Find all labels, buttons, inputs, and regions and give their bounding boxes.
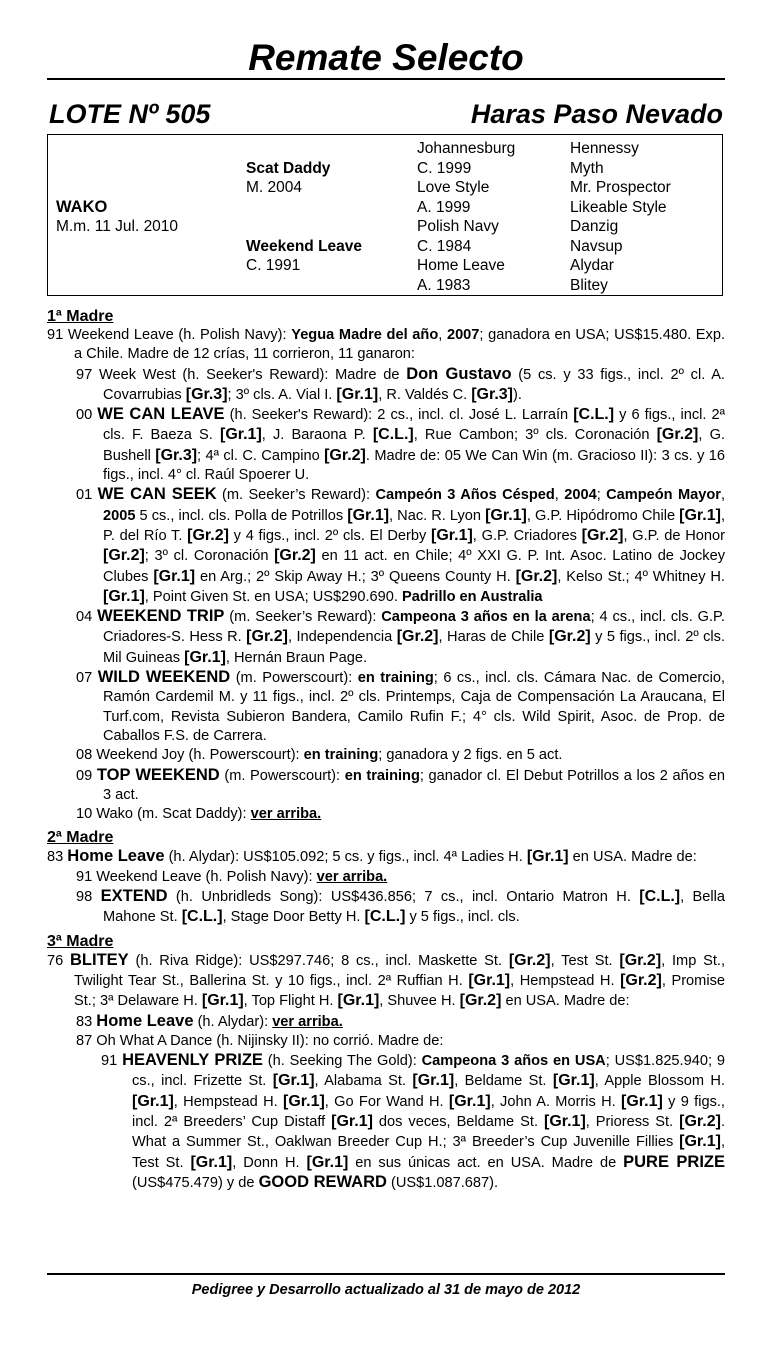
sire-info: M. 2004 xyxy=(246,179,303,196)
produce-entry: 00 WE CAN LEAVE (h. Seeker's Reward): 2 cs., incl. cl. José L. Larraín [C.L.] y 6 figs., incl. 2ª cls. F. Baeza S. [Gr.1], J. Baraona P. [C.L.], Rue Cambon; 3º cls. Coronación [Gr.2], G. Bushell [Gr.3]; 4ª cl. C. Campino [Gr.2]. Madre de: 05 We Can Win (m. Gracioso II): 3 cs. y 16 figs., incl. 4° cl. Raúl Spoerer U. xyxy=(76,405,726,484)
pedigree-table xyxy=(47,134,723,296)
produce-entry: 04 WEEKEND TRIP (m. Seeker’s Reward): Campeona 3 años en la arena; 4 cs., incl. cls. G.P. Criadores-S. Hess R. [Gr.2], Independencia [Gr.2], Haras de Chile [Gr.2] y 5 figs., incl. 2º cls. Mil Guineas [Gr.1], Hernán Braun Page. xyxy=(76,607,726,666)
produce-entry: 98 EXTEND (h. Unbridleds Song): US$436.856; 7 cs., incl. Ontario Matron H. [C.L.], Bella Mahone St. [C.L.], Stage Door Betty H. [C.L.] y 5 figs., incl. cls. xyxy=(76,887,726,926)
ver-arriba-ref: ver arriba. xyxy=(250,806,322,823)
title-rule xyxy=(47,78,725,80)
produce-entry: 97 Week West (h. Seeker's Reward): Madre de Don Gustavo (5 cs. y 33 figs., incl. 2º cl. A. Covarrubias [Gr.3]; 3º cls. A. Vial I. [Gr.1], R. Valdés C. [Gr.3]). xyxy=(76,364,725,403)
produce-entry: 07 WILD WEEKEND (m. Powerscourt): en training; 6 cs., incl. cls. Cámara Nac. de Comercio, Ramón Cardemil M. y 11 figs., incl. 2º cls. Printemps, Caja de Compensación La Araucana, El Turf.com, Revista Subieron Bandera, Camilo Rufin F.; 4° cls. Wild Spirit, Asoc. de Prop. de Caballos F.S. de Carrera. xyxy=(76,668,726,744)
granddam-1: Love Style xyxy=(417,179,490,196)
ver-arriba-ref: ver arriba. xyxy=(272,1013,343,1030)
produce-entry: 08 Weekend Joy (h. Powerscourt): en training; ganadora y 2 figs. en 5 act. xyxy=(76,747,563,764)
grandsire-2-info: C. 1984 xyxy=(417,238,472,255)
page-title: Remate Selecto xyxy=(248,37,524,78)
grandsire-1: Johannesburg xyxy=(417,140,516,157)
great-grandparent: Blitey xyxy=(570,277,608,294)
produce-entry: 83 Home Leave (h. Alydar): ver arriba. xyxy=(76,1011,343,1030)
produce-entry: 87 Oh What A Dance (h. Nijinsky II): no corrió. Madre de: xyxy=(76,1032,444,1049)
ver-arriba-ref: ver arriba. xyxy=(316,868,388,885)
great-grandparent: Myth xyxy=(570,160,604,177)
produce-entry: 10 Wako (m. Scat Daddy): ver arriba. xyxy=(76,806,322,823)
produce-entry: 01 WE CAN SEEK (m. Seeker’s Reward): Campeón 3 Años Césped, 2004; Campeón Mayor, 2005 5 cs., incl. cls. Polla de Potrillos [Gr.1], Nac. R. Lyon [Gr.1], G.P. Hipódromo Chile [Gr.1], P. del Río T. [Gr.2] y 4 figs., incl. 2º cls. El Derby [Gr.1], G.P. Criadores [Gr.2], G.P. de Honor [Gr.2]; 3º cl. Coronación [Gr.2] en 11 act. en Chile; 4º XXI G. P. Int. Asoc. Latino de Jockey Clubes [Gr.1] en Arg.; 2º Skip Away H.; 3º Queens County H. [Gr.2], Kelso St.; 4º Whitney H. [Gr.1], Point Given St. en USA; US$290.690. Padrillo en Australia xyxy=(76,485,726,605)
dam-entry: 83 Home Leave (h. Alydar): US$105.092; 5 cs. y figs., incl. 4ª Ladies H. [Gr.1] en USA. Madre de: xyxy=(47,847,697,866)
great-grandparent: Danzig xyxy=(570,218,619,235)
grandsire-1-info: C. 1999 xyxy=(417,160,472,177)
grandsire-2: Polish Navy xyxy=(417,218,499,235)
granddam-2: Home Leave xyxy=(417,257,505,274)
consignor: Haras Paso Nevado xyxy=(470,99,723,129)
great-grandparent: Alydar xyxy=(570,257,614,274)
granddam-2-info: A. 1983 xyxy=(417,277,471,294)
sire-name: Scat Daddy xyxy=(246,160,331,177)
produce-record xyxy=(47,305,725,1193)
produce-entry: 91 Weekend Leave (h. Polish Navy): ver arriba. xyxy=(76,868,388,885)
section-heading-third-dam: 3ª Madre xyxy=(47,932,114,950)
produce-entry: 91 HEAVENLY PRIZE (h. Seeking The Gold): Campeona 3 años en USA; US$1.825.940; 9 cs., incl. Frizette St. [Gr.1], Alabama St. [Gr.1], Beldame St. [Gr.1], Apple Blossom H. [Gr.1], Hempstead H. [Gr.1], Go For Wand H. [Gr.1], John A. Morris H. [Gr.1] y 9 figs., incl. 2ª Breeders’ Cup Distaff [Gr.1] dos veces, Beldame St. [Gr.1], Prioress St. [Gr.2]. What a Summer St., Oaklwan Breeder Cup H.; 3ª Breeder’s Cup Juvenille Fillies [Gr.1], Test St. [Gr.1], Donn H. [Gr.1] en sus únicas act. en USA. Madre de PURE PRIZE (US$475.479) y de GOOD REWARD (US$1.087.687). xyxy=(101,1051,725,1191)
horse-info: M.m. 11 Jul. 2010 xyxy=(56,218,179,235)
dam-entry: 91 Weekend Leave (h. Polish Navy): Yegua Madre del año, 2007; ganadora en USA; US$15.480. Exp. a Chile. Madre de 12 crías, 11 corrieron, 11 ganaron: xyxy=(47,327,726,363)
great-grandparent: Mr. Prospector xyxy=(570,179,671,196)
section-heading-second-dam: 2ª Madre xyxy=(47,829,114,847)
section-heading-first-dam: 1ª Madre xyxy=(47,308,114,325)
produce-entry: 09 TOP WEEKEND (m. Powerscourt): en training; ganador cl. El Debut Potrillos a los 2 años en 3 act. xyxy=(76,765,725,803)
horse-name: WAKO xyxy=(56,198,108,216)
dam-info: C. 1991 xyxy=(246,257,301,274)
footer-note: Pedigree y Desarrollo actualizado al 31 de mayo de 2012 xyxy=(191,1282,581,1298)
great-grandparent: Hennessy xyxy=(570,140,639,157)
great-grandparent: Likeable Style xyxy=(570,199,667,216)
great-grandparent: Navsup xyxy=(570,238,623,255)
dam-name: Weekend Leave xyxy=(246,238,363,255)
lot-number: LOTE Nº 505 xyxy=(49,99,211,129)
granddam-1-info: A. 1999 xyxy=(417,199,471,216)
footer-rule xyxy=(47,1273,725,1275)
dam-entry: 76 BLITEY (h. Riva Ridge): US$297.746; 8 cs., incl. Maskette St. [Gr.2], Test St. [Gr.2], Imp St., Twilight Tear St., Ballerina St. y 10 figs., incl. 2ª Ruffian H. [Gr.1], Hempstead H. [Gr.2], Promise St.; 3ª Delaware H. [Gr.1], Top Flight H. [Gr.1], Shuvee H. [Gr.2] en USA. Madre de: xyxy=(47,950,726,1010)
